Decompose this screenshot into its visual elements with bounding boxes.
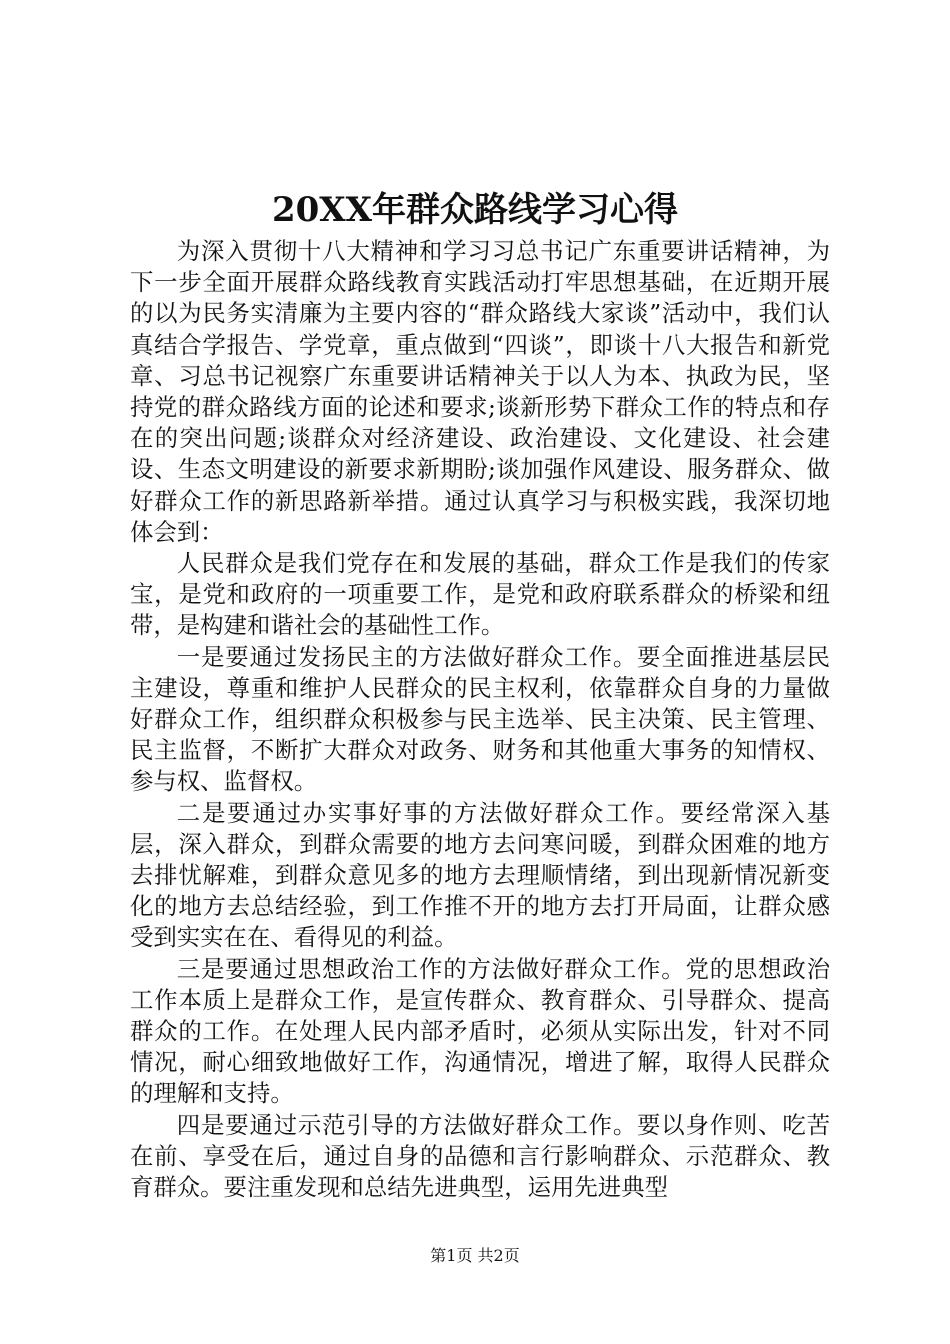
- page-number-footer: 第1页 共2页: [430, 1246, 520, 1265]
- paragraph-foundation: 人民群众是我们党存在和发展的基础，群众工作是我们的传家宝，是党和政府的一项重要工作，是党和政府联系群众的桥梁和纽带，是构建和谐社会的基础性工作。: [130, 549, 830, 640]
- paragraph-point-three: 三是要通过思想政治工作的方法做好群众工作。党的思想政治工作本质上是群众工作，是宣传群众、教育群众、引导群众、提高群众的工作。在处理人民内部矛盾时，必须从实际出发，针对不同情况，耐心细致地做好工作，沟通情况，增进了解，取得人民群众的理解和支持。: [130, 954, 830, 1108]
- paragraph-intro: 为深入贯彻十八大精神和学习习总书记广东重要讲话精神，为下一步全面开展群众路线教育实践活动打牢思想基础，在近期开展的以为民务实清廉为主要内容的“群众路线大家谈”活动中，我们认真结合学报告、学党章，重点做到“四谈”，即谈十八大报告和新党章、习总书记视察广东重要讲话精神关于以人为本、执政为民，坚持党的群众路线方面的论述和要求;谈新形势下群众工作的特点和存在的突出问题;谈群众对经济建设、政治建设、文化建设、社会建设、生态文明建设的新要求新期盼;谈加强作风建设、服务群众、做好群众工作的新思路新举措。通过认真学习与积极实践，我深切地体会到：: [130, 237, 830, 546]
- document-body: [130, 236, 830, 1203]
- paragraph-point-four: 四是要通过示范引导的方法做好群众工作。要以身作则、吃苦在前、享受在后，通过自身的品德和言行影响群众、示范群众、教育群众。要注重发现和总结先进典型，运用先进典型: [130, 1110, 830, 1202]
- paragraph-point-one: 一是要通过发扬民主的方法做好群众工作。要全面推进基层民主建设，尊重和维护人民群众的民主权利，依靠群众自身的力量做好群众工作，组织群众积极参与民主选举、民主决策、民主管理、民主监督，不断扩大群众对政务、财务和其他重大事务的知情权、参与权、监督权。: [130, 642, 830, 796]
- document-title: 20XX年群众路线学习心得: [271, 190, 679, 230]
- paragraph-point-two: 二是要通过办实事好事的方法做好群众工作。要经常深入基层，深入群众，到群众需要的地方去问寒问暖，到群众困难的地方去排忧解难，到群众意见多的地方去理顺情绪，到出现新情况新变化的地方去总结经验，到工作推不开的地方去打开局面，让群众感受到实实在在、看得见的利益。: [130, 798, 830, 952]
